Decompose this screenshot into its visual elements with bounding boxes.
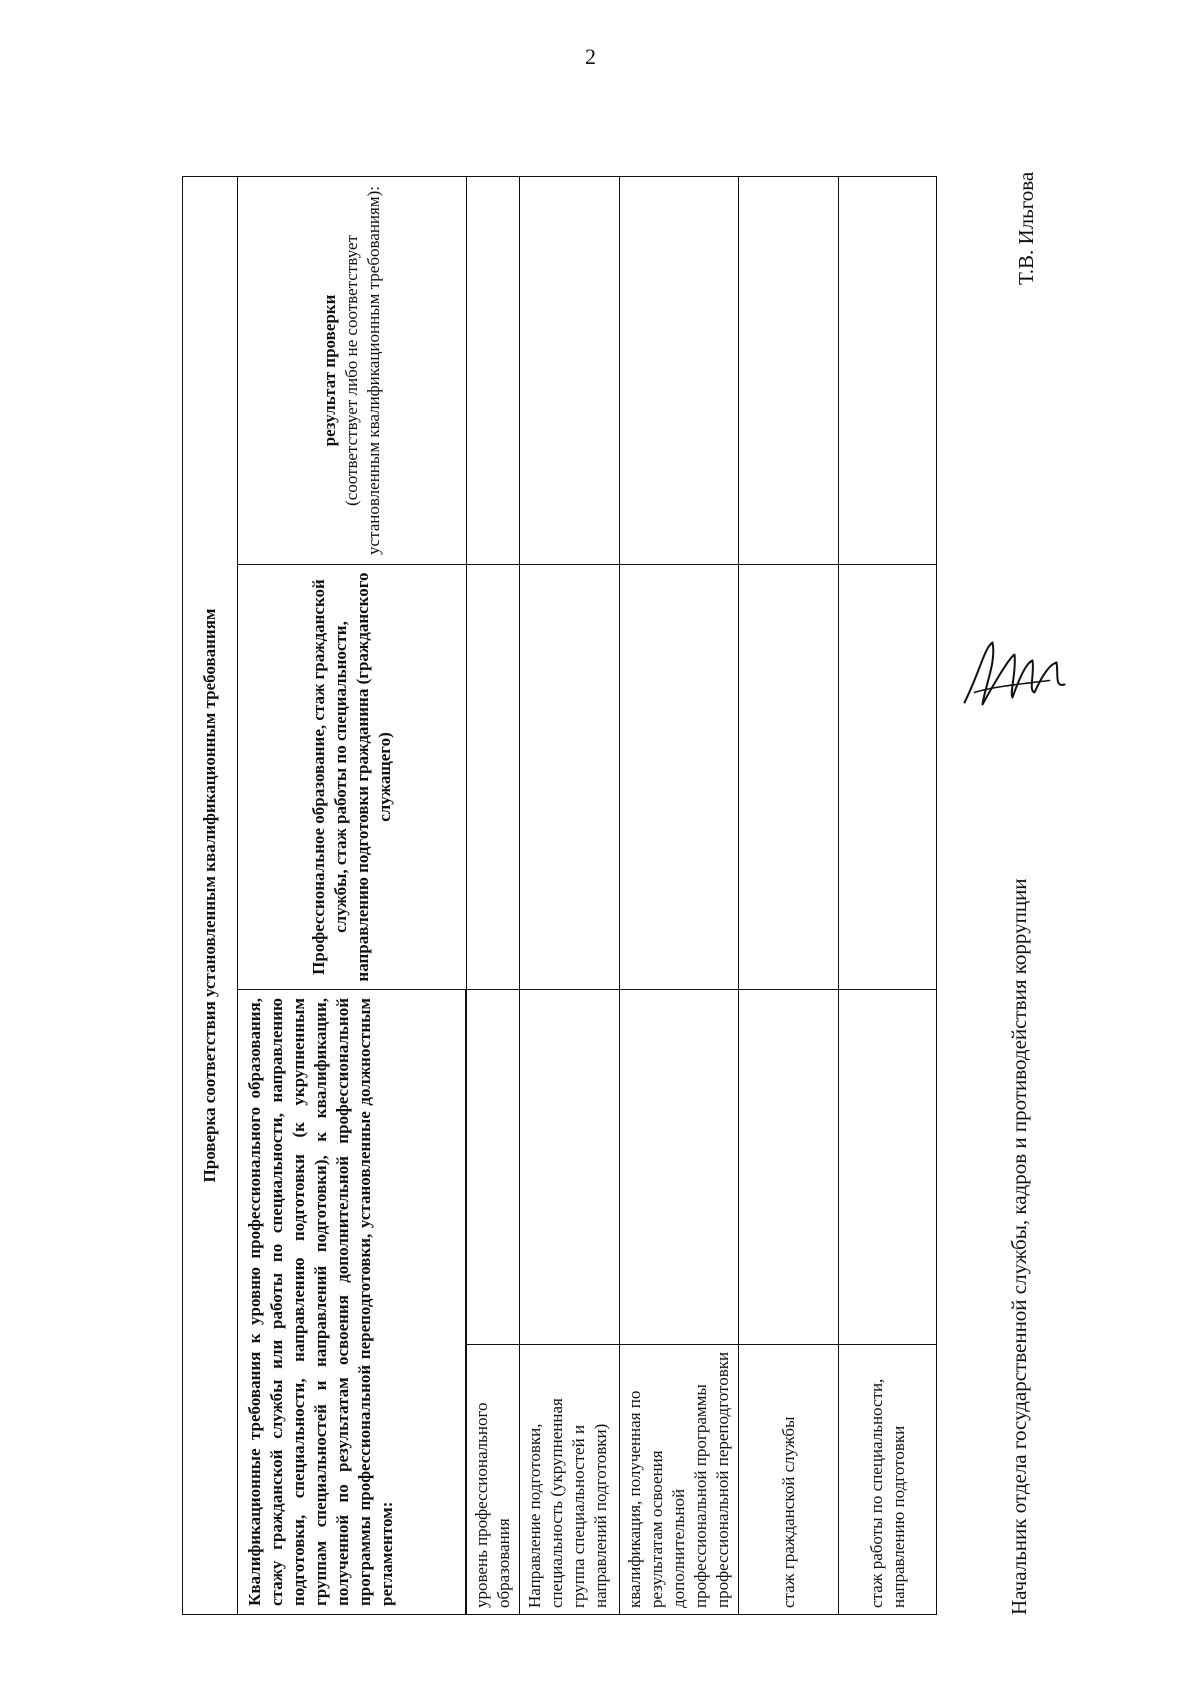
cell-empty <box>520 990 620 1345</box>
row-civil-service-experience: стаж гражданской службы <box>739 1345 839 1615</box>
signer-name: Т.В. Ильгова <box>1014 171 1038 285</box>
cell-empty <box>467 990 520 1345</box>
page-number: 2 <box>585 44 596 69</box>
signer-position: Начальник отдела государственной службы, кадров и противодействия коррупции <box>1007 878 1031 1615</box>
row-education-level: уровень профессионального образования <box>467 1345 520 1615</box>
result-header-main: результат проверки <box>320 294 339 447</box>
table-title: Проверка соответствия установленным квалификационным требованиям <box>183 176 238 1614</box>
cell-empty <box>839 990 937 1345</box>
cell-empty <box>467 176 520 564</box>
result-header <box>238 176 467 564</box>
row-qualification: квалификация, полученная по результатам освоения дополнительной профессиональной программы профессиональной переподготовки <box>620 1345 739 1615</box>
cell-empty <box>620 176 739 564</box>
qualification-check-table <box>182 177 907 1615</box>
cell-empty <box>620 990 739 1345</box>
cell-empty <box>467 565 520 990</box>
row-specialty-experience: стаж работы по специальности, направлению подготовки <box>839 1345 937 1615</box>
handwritten-signature <box>955 633 1075 718</box>
cell-empty <box>739 990 839 1345</box>
cell-empty <box>620 565 739 990</box>
cell-empty <box>739 176 839 564</box>
professional-education-header: Профессиональное образование, стаж гражданской службы, стаж работы по специальности, направлению подготовки гражданина (гражданского служащего) <box>238 565 467 990</box>
result-header-sub: (соответствует либо не соответствует установленным квалификационным требованиям): <box>342 186 383 555</box>
rotated-landscape-content <box>182 95 1122 1615</box>
qualification-requirements-cell: Квалификационные требования к уровню профессионального образования, стажу гражданской службы или работы по специальности, направлению подготовки, специальности, направлению подготовки (к укрупненным группам специальностей и направлений подготовки), к квалификации, полученной по результатам освоения дополнительной профессиональной программы профессиональной переподготовки, установленные должностным регламентом: <box>238 990 466 1615</box>
cell-empty <box>839 565 937 990</box>
cell-empty <box>520 176 620 564</box>
cell-empty <box>520 565 620 990</box>
cell-empty <box>739 565 839 990</box>
row-training-direction: Направление подготовки, специальность (укрупненная группа специальностей и направлений подготовки) <box>520 1345 620 1615</box>
cell-empty <box>839 176 937 564</box>
